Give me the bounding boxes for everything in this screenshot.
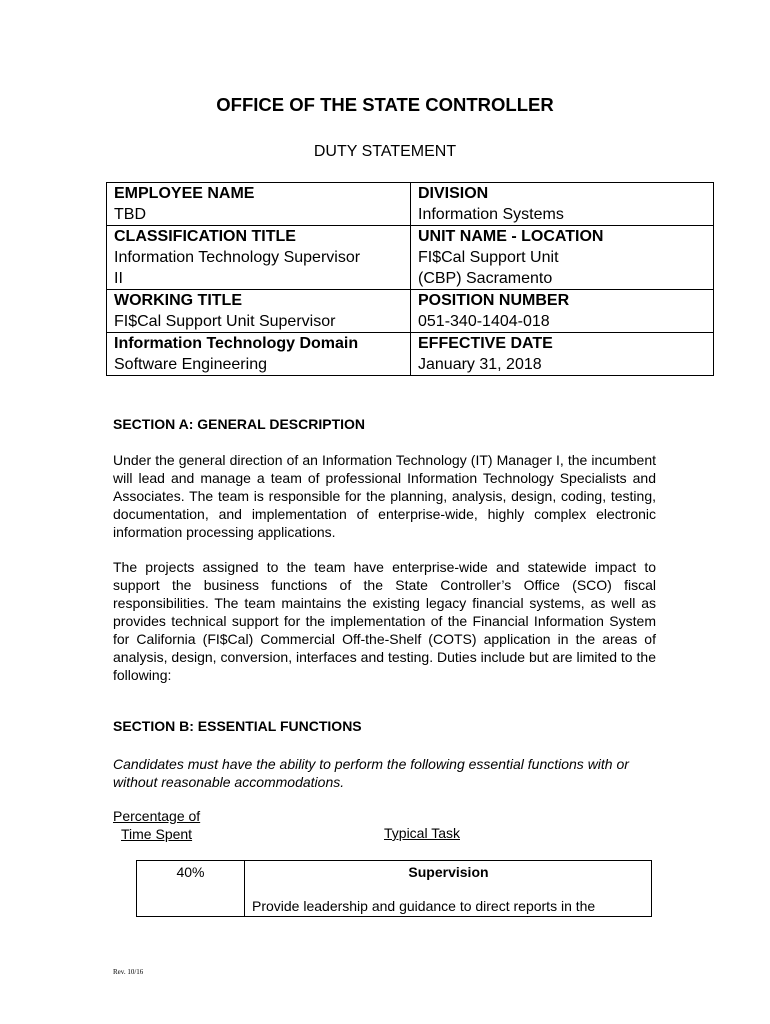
percentage-label-line1: Percentage of — [113, 808, 201, 824]
task-title: Supervision — [408, 864, 489, 880]
unit-name-label: UNIT NAME - LOCATION — [418, 228, 604, 245]
division-label: DIVISION — [418, 185, 489, 202]
working-title-label: WORKING TITLE — [114, 292, 242, 309]
effective-date-value: January 31, 2018 — [418, 356, 542, 373]
percentage-column-header — [113, 807, 200, 843]
it-domain-label: Information Technology Domain — [114, 335, 359, 352]
employee-name-label: EMPLOYEE NAME — [114, 185, 255, 202]
position-number-value: 051-340-1404-018 — [418, 313, 550, 330]
section-b-heading: SECTION B: ESSENTIAL FUNCTIONS — [113, 718, 362, 734]
section-a-paragraph-2: The projects assigned to the team have enterprise-wide and statewide impact to support the business functions of the State Controller’s Office (SCO) fiscal responsibilities. The team maintains the existing legacy financial systems, as well as provides technical support for the implementation of the Financial Information System for California (FI$Cal) Commercial Off-the-Shelf (COTS) application in the areas of analysis, design, conversion, interfaces and testing. Duties include but are limited to the following: — [113, 559, 656, 683]
position-number-cell — [411, 290, 714, 333]
classification-title-cell — [107, 226, 411, 290]
employee-name-value: TBD — [114, 206, 146, 223]
revision-footer: Rev. 10/16 — [113, 968, 144, 976]
task-cell — [245, 861, 652, 917]
employee-info-table — [106, 182, 714, 376]
essential-functions-table — [136, 860, 652, 917]
effective-date-label: EFFECTIVE DATE — [418, 335, 553, 352]
task-percent: 40% — [137, 861, 245, 917]
section-a-paragraph-1: Under the general direction of an Information Technology (IT) Manager I, the incumbent will lead and manage a team of professional Information Technology Specialists and Associates. The team is responsible for the planning, analysis, design, coding, testing, documentation, and implementation of enterprise-wide, highly complex electronic information processing applications. — [113, 452, 656, 540]
working-title-cell — [107, 290, 411, 333]
division-cell — [411, 183, 714, 226]
position-number-label: POSITION NUMBER — [418, 292, 570, 309]
page-subtitle: DUTY STATEMENT — [313, 143, 457, 160]
effective-date-cell — [411, 333, 714, 376]
unit-name-cell — [411, 226, 714, 290]
typical-task-header: Typical Task — [384, 825, 460, 841]
it-domain-cell — [107, 333, 411, 376]
classification-title-value-line1: Information Technology Supervisor — [114, 249, 361, 266]
unit-name-value-line1: FI$Cal Support Unit — [418, 249, 559, 266]
table-row — [137, 861, 652, 917]
classification-title-value-line2: II — [114, 270, 123, 287]
unit-name-value-line2: (CBP) Sacramento — [418, 270, 553, 287]
working-title-value: FI$Cal Support Unit Supervisor — [114, 313, 336, 330]
section-a-heading: SECTION A: GENERAL DESCRIPTION — [113, 416, 366, 432]
employee-name-cell — [107, 183, 411, 226]
classification-title-label: CLASSIFICATION TITLE — [114, 228, 296, 245]
division-value: Information Systems — [418, 206, 564, 223]
section-b-intro: Candidates must have the ability to perform the following essential functions with or without reasonable accommodations. — [113, 756, 629, 790]
page-title: OFFICE OF THE STATE CONTROLLER — [216, 94, 554, 115]
task-description: Provide leadership and guidance to direct reports in the — [252, 898, 596, 914]
percentage-label-line2: Time Spent — [121, 826, 193, 842]
it-domain-value: Software Engineering — [114, 356, 267, 373]
